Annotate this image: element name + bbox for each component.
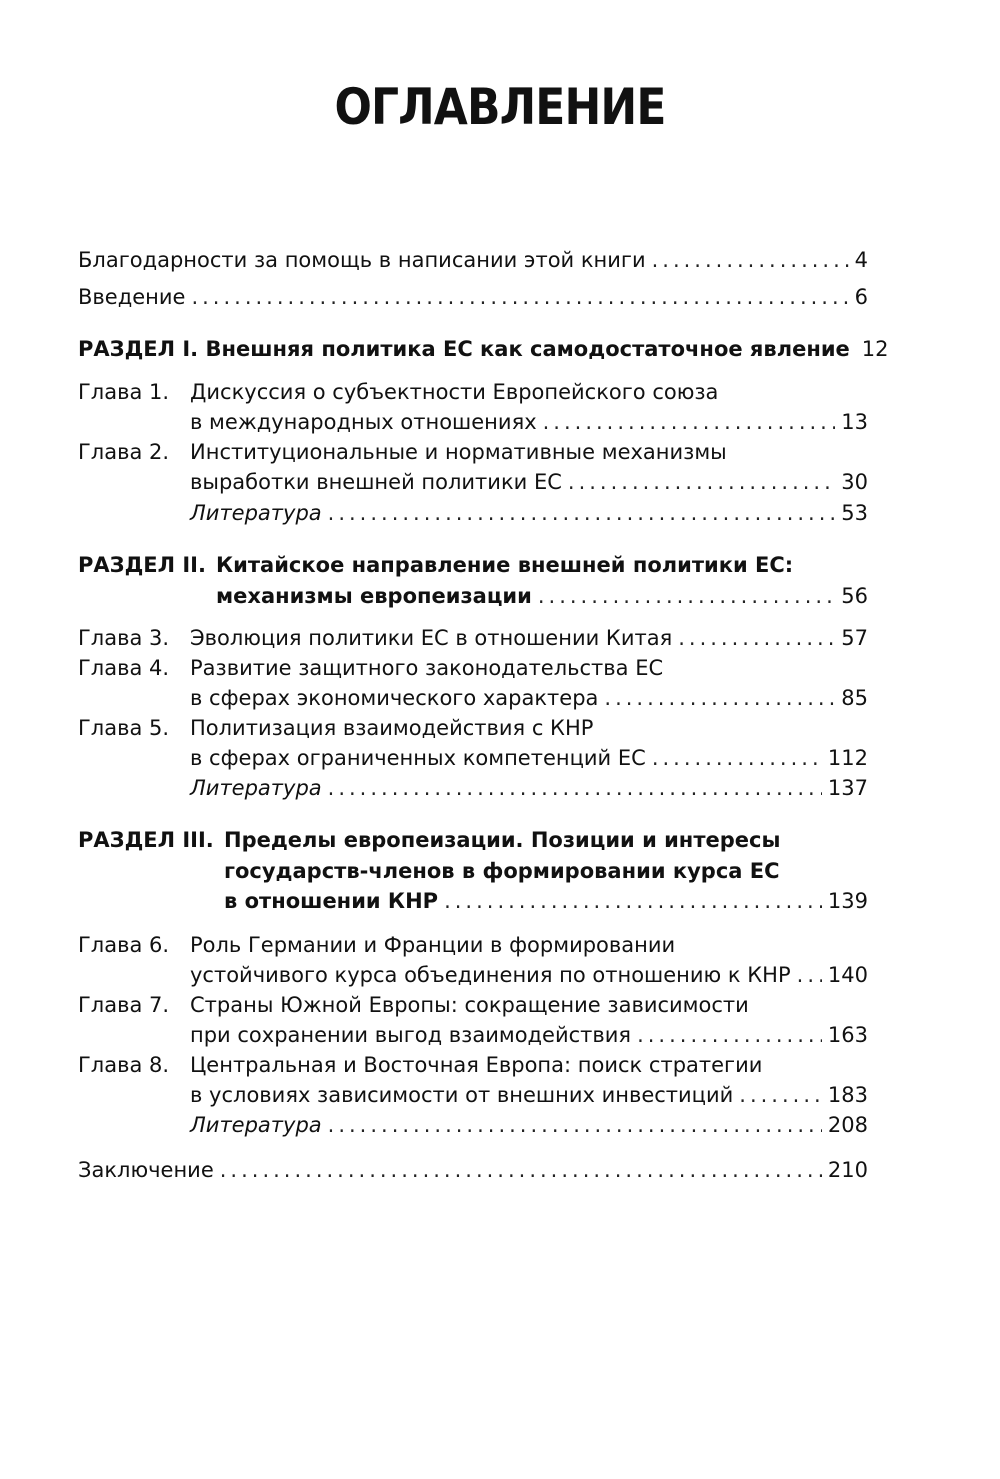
chapter-title-cont: в сферах экономического характера bbox=[190, 686, 599, 710]
toc-page-number: 56 bbox=[841, 584, 868, 608]
chapter-title-cont: в условиях зависимости от внешних инвестиций bbox=[190, 1083, 734, 1107]
toc-chapter-7-line1[interactable] bbox=[78, 990, 868, 1020]
section-title: Пределы европеизации. Позиции и интересы bbox=[224, 828, 781, 852]
toc-section-3-line1[interactable] bbox=[78, 825, 868, 855]
chapter-title: Роль Германии и Франции в формировании bbox=[190, 933, 676, 957]
toc-chapter-1-line2[interactable] bbox=[78, 407, 868, 437]
toc-page-number: 4 bbox=[854, 248, 868, 272]
dot-leader bbox=[328, 773, 822, 803]
toc-page-number: 208 bbox=[827, 1113, 868, 1137]
toc-page-number: 112 bbox=[827, 746, 868, 770]
chapter-prefix: Глава 5. bbox=[78, 716, 170, 740]
dot-leader bbox=[191, 282, 848, 312]
dot-leader bbox=[543, 407, 836, 437]
toc-chapter-1-line1[interactable] bbox=[78, 377, 868, 407]
toc-page-number: 13 bbox=[841, 410, 868, 434]
toc-chapter-8-line2[interactable] bbox=[78, 1080, 868, 1110]
section-title: Китайское направление внешней политики ЕС: bbox=[216, 553, 794, 577]
section-title: Внешняя политика ЕС как самодостаточное явление bbox=[205, 337, 850, 361]
chapter-title: Дискуссия о субъектности Европейского союза bbox=[190, 380, 719, 404]
chapter-title: Институциональные и нормативные механизмы bbox=[190, 440, 727, 464]
toc-page-number: 30 bbox=[841, 470, 868, 494]
toc-chapter-6-line1[interactable] bbox=[78, 930, 868, 960]
toc-chapter-4-line2[interactable] bbox=[78, 683, 868, 713]
toc-page-number: 85 bbox=[841, 686, 868, 710]
toc-section-3-line3[interactable] bbox=[78, 886, 868, 916]
dot-leader bbox=[220, 1155, 822, 1185]
toc-chapter-2-line1[interactable] bbox=[78, 437, 868, 467]
dot-leader bbox=[328, 1110, 822, 1140]
toc-page-number: 12 bbox=[861, 337, 889, 361]
toc-entry-acknowledgements[interactable] bbox=[78, 245, 868, 275]
toc-chapter-6-line2[interactable] bbox=[78, 960, 868, 990]
toc-page-number: 140 bbox=[827, 963, 868, 987]
toc-chapter-5-line1[interactable] bbox=[78, 713, 868, 743]
chapter-title-cont: устойчивого курса объединения по отношению к КНР bbox=[190, 963, 791, 987]
toc-page-number: 210 bbox=[827, 1158, 868, 1182]
section-prefix: РАЗДЕЛ I. bbox=[78, 337, 199, 361]
dot-leader bbox=[444, 886, 822, 916]
chapter-title: Страны Южной Европы: сокращение зависимости bbox=[190, 993, 749, 1017]
toc-page-number: 183 bbox=[827, 1083, 868, 1107]
toc-chapter-3[interactable] bbox=[78, 623, 868, 653]
chapter-prefix: Глава 8. bbox=[78, 1053, 170, 1077]
toc-entry-label: Благодарности за помощь в написании этой книги bbox=[78, 248, 646, 272]
toc-page-number: 53 bbox=[841, 501, 868, 525]
dot-leader bbox=[739, 1080, 822, 1110]
dot-leader bbox=[328, 498, 836, 528]
literature-label: Литература bbox=[190, 501, 322, 525]
chapter-title: Эволюция политики ЕС в отношении Китая bbox=[190, 626, 673, 650]
chapter-prefix: Глава 1. bbox=[78, 380, 170, 404]
chapter-prefix: Глава 7. bbox=[78, 993, 170, 1017]
chapter-title: Центральная и Восточная Европа: поиск стратегии bbox=[190, 1053, 763, 1077]
toc-literature-3[interactable] bbox=[78, 1110, 868, 1140]
chapter-title-cont: выработки внешней политики ЕС bbox=[190, 470, 562, 494]
section-prefix: РАЗДЕЛ II. bbox=[78, 553, 206, 577]
toc-entry-label: Заключение bbox=[78, 1158, 214, 1182]
toc-chapter-4-line1[interactable] bbox=[78, 653, 868, 683]
toc-section-3-line2[interactable] bbox=[78, 856, 868, 886]
chapter-prefix: Глава 3. bbox=[78, 626, 170, 650]
literature-label: Литература bbox=[190, 1113, 322, 1137]
chapter-title-cont: в сферах ограниченных компетенций ЕС bbox=[190, 746, 646, 770]
section-title-cont: государств-членов в формировании курса ЕС bbox=[224, 859, 780, 883]
chapter-prefix: Глава 4. bbox=[78, 656, 170, 680]
dot-leader bbox=[652, 245, 849, 275]
toc-section-2-line2[interactable] bbox=[78, 581, 868, 611]
toc-literature-2[interactable] bbox=[78, 773, 868, 803]
literature-label: Литература bbox=[190, 776, 322, 800]
toc-entry-label: Введение bbox=[78, 285, 186, 309]
toc-chapter-8-line1[interactable] bbox=[78, 1050, 868, 1080]
section-title-cont: в отношении КНР bbox=[224, 889, 439, 913]
page-title: ОГЛАВЛЕНИЕ bbox=[334, 78, 666, 136]
section-title-cont: механизмы европеизации bbox=[216, 584, 532, 608]
chapter-title: Политизация взаимодействия с КНР bbox=[190, 716, 594, 740]
chapter-title-cont: при сохранении выгод взаимодействия bbox=[190, 1023, 632, 1047]
toc-page-number: 57 bbox=[841, 626, 868, 650]
dot-leader bbox=[652, 743, 822, 773]
chapter-prefix: Глава 6. bbox=[78, 933, 170, 957]
toc-page-number: 163 bbox=[827, 1023, 868, 1047]
chapter-title: Развитие защитного законодательства ЕС bbox=[190, 656, 664, 680]
toc-section-1[interactable] bbox=[78, 334, 889, 364]
dot-leader bbox=[797, 960, 822, 990]
toc-chapter-7-line2[interactable] bbox=[78, 1020, 868, 1050]
toc-section-2-line1[interactable] bbox=[78, 550, 868, 580]
toc-page-number: 137 bbox=[827, 776, 868, 800]
toc-literature-1[interactable] bbox=[78, 498, 868, 528]
toc-page-number: 139 bbox=[827, 889, 868, 913]
dot-leader bbox=[568, 467, 835, 497]
dot-leader bbox=[637, 1020, 822, 1050]
toc-entry-conclusion[interactable] bbox=[78, 1155, 868, 1185]
toc-page-number: 6 bbox=[854, 285, 868, 309]
dot-leader bbox=[678, 623, 835, 653]
toc-chapter-2-line2[interactable] bbox=[78, 467, 868, 497]
toc-chapter-5-line2[interactable] bbox=[78, 743, 868, 773]
toc-section-label bbox=[78, 334, 850, 364]
dot-leader bbox=[604, 683, 835, 713]
section-prefix: РАЗДЕЛ III. bbox=[78, 828, 214, 852]
chapter-title-cont: в международных отношениях bbox=[190, 410, 537, 434]
chapter-prefix: Глава 2. bbox=[78, 440, 170, 464]
toc-entry-introduction[interactable] bbox=[78, 282, 868, 312]
dot-leader bbox=[538, 581, 835, 611]
